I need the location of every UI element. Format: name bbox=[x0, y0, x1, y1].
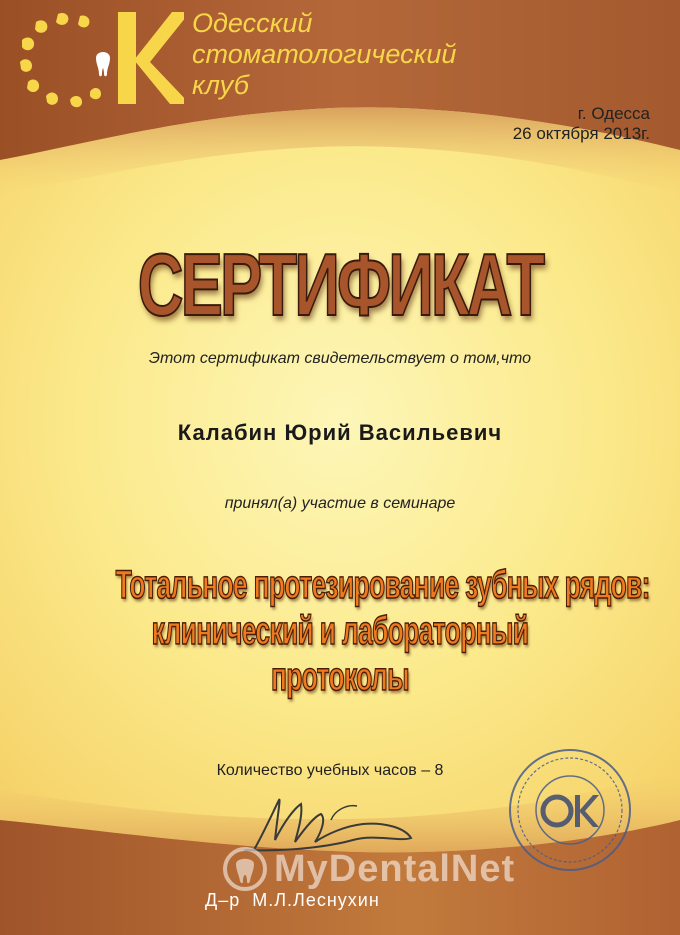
club-name-line-1: Одесский bbox=[192, 8, 313, 38]
seminar-title-line-1: Тотальное протезирование зубных рядов: bbox=[115, 563, 650, 607]
round-seal-icon bbox=[505, 745, 635, 875]
seminar-title bbox=[115, 562, 650, 700]
club-name bbox=[192, 8, 456, 101]
signatory-name: М.Л.Леснухин bbox=[252, 890, 380, 910]
club-name-line-2: стоматологический bbox=[192, 39, 457, 69]
seminar-title-line-2: клинический и лабораторный bbox=[151, 609, 529, 653]
study-hours-text: Количество учебных часов – 8 bbox=[216, 762, 444, 779]
tooth-circle-icon bbox=[222, 846, 268, 892]
intro-text: Этот сертификат свидетельствует о том,что bbox=[148, 350, 532, 367]
signatory-prefix: Д–р bbox=[205, 890, 241, 910]
signatory bbox=[205, 890, 392, 911]
seminar-title-line-3: протоколы bbox=[271, 655, 409, 699]
recipient-name: Калабин Юрий Васильевич bbox=[177, 420, 503, 445]
certificate-title: СЕРТИФИКАТ bbox=[137, 235, 543, 334]
club-name-line-3: клуб bbox=[192, 70, 249, 100]
watermark-text bbox=[274, 848, 515, 891]
city: г. Одесса bbox=[577, 104, 650, 123]
participation-text: принял(а) участие в семинаре bbox=[224, 495, 456, 512]
watermark-label: MyDentalNet bbox=[274, 848, 516, 890]
issue-date: 26 октября 2013г. bbox=[512, 124, 650, 143]
tooth-ring-logo-icon bbox=[14, 8, 184, 108]
